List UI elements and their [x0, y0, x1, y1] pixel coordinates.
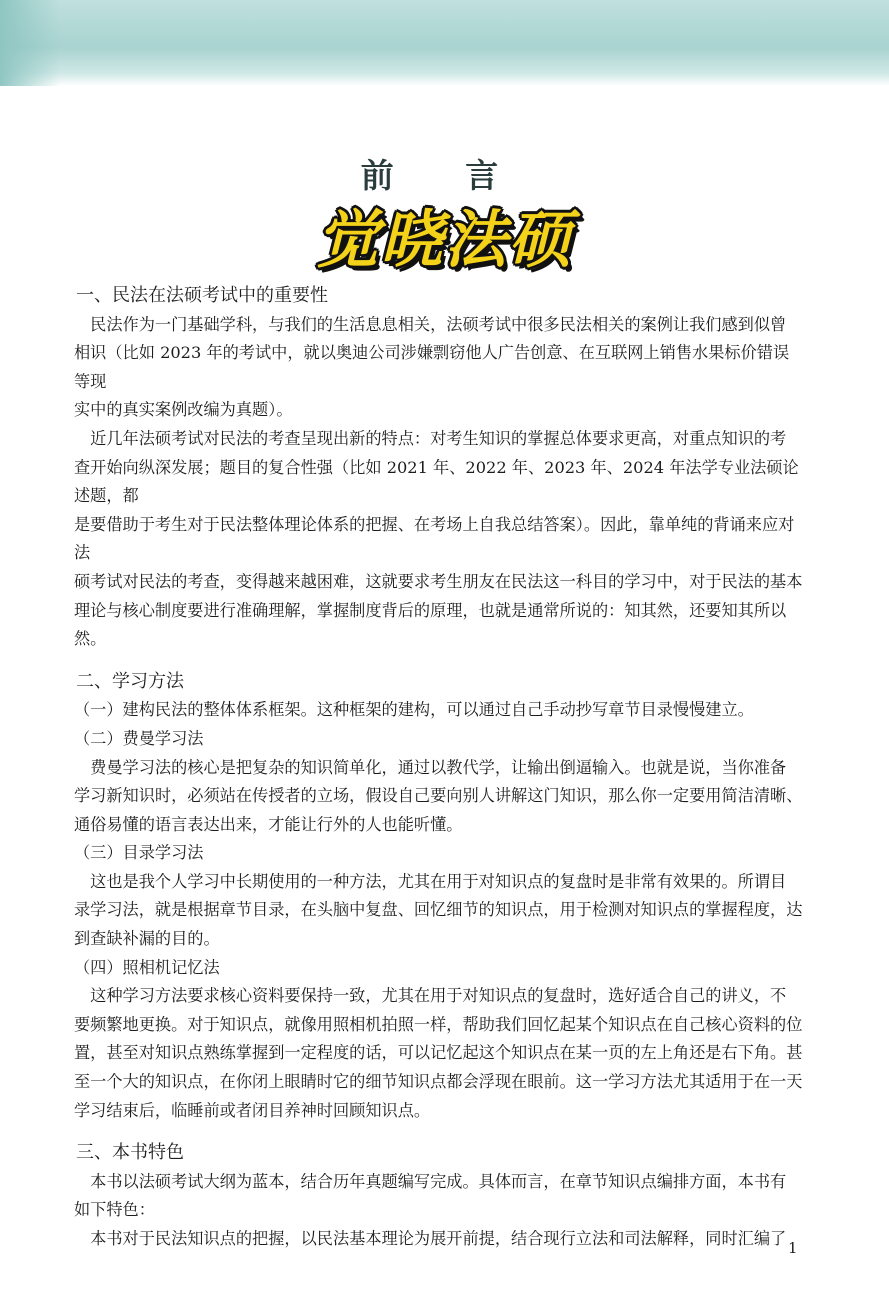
text-line: 到查缺补漏的目的。 [74, 929, 220, 949]
page-number: 1 [788, 1239, 798, 1257]
section-heading: 三、本书特色 [76, 1142, 184, 1164]
text-line: 实中的真实案例改编为真题）。 [74, 400, 293, 420]
text-line: 理论与核心制度要进行准确理解，掌握制度背后的原理，也就是通常所说的：知其然，还要知其所以然。 [74, 600, 787, 649]
text-line: 录学习法，就是根据章节目录，在头脑中复盘、回忆细节的知识点，用于检测对知识点的掌握程度，达 [74, 900, 803, 920]
subheading: （三）目录学习法 [74, 843, 204, 863]
section-2 [74, 668, 804, 1126]
text-line: 学习新知识时，必须站在传授者的立场，假设自己要向别人讲解这门知识，那么你一定要用简洁清晰、 [74, 786, 803, 806]
text-line: 这也是我个人学习中长期使用的一种方法，尤其在用于对知识点的复盘时是非常有效果的。所谓目 [74, 871, 787, 891]
text-line: 费曼学习法的核心是把复杂的知识简单化，通过以教代学，让输出倒逼输入。也就是说，当你准备 [74, 757, 787, 777]
text-line: 本书对于民法知识点的把握，以民法基本理论为展开前提，结合现行立法和司法解释，同时汇编了 [74, 1229, 787, 1248]
section-heading: 一、民法在法硕考试中的重要性 [76, 285, 328, 306]
subheading: （四）照相机记忆法 [74, 957, 220, 977]
text-line: （一）建构民法的整体体系框架。这种框架的建构，可以通过自己手动抄写章节目录慢慢建立。 [74, 700, 754, 720]
brand-logo-text: 觉晓法硕 [316, 203, 573, 276]
text-line: 通俗易懂的语言表达出来，才能让行外的人也能听懂。 [74, 814, 463, 834]
text-line: 近几年法硕考试对民法的考查呈现出新的特点：对考生知识的掌握总体要求更高，对重点知识的考 [74, 428, 787, 448]
text-line: 这种学习方法要求核心资料要保持一致，尤其在用于对知识点的复盘时，选好适合自己的讲义，不 [74, 986, 787, 1006]
text-line: 学习结束后，临睡前或者闭目养神时回顾知识点。 [74, 1100, 431, 1120]
document-body [74, 282, 804, 1254]
text-line: 是要借助于考生对于民法整体理论体系的把握、在考场上自我总结答案）。因此，靠单纯的背诵来应对法 [74, 514, 795, 563]
section-1 [74, 282, 804, 654]
text-line: 要频繁地更换。对于知识点，就像用照相机拍照一样，帮助我们回忆起某个知识点在自己核心资料的位 [74, 1014, 803, 1034]
text-line: 至一个大的知识点，在你闭上眼睛时它的细节知识点都会浮现在眼前。这一学习方法尤其适用于在一天 [74, 1072, 803, 1092]
subheading: （二）费曼学习法 [74, 728, 204, 748]
text-line: 置，甚至对知识点熟练掌握到一定程度的话，可以记忆起这个知识点在某一页的左上角还是右下角。甚 [74, 1043, 803, 1063]
page-title: 前 言 [360, 156, 529, 195]
section-3 [74, 1139, 804, 1253]
text-line: 相识（比如 2023 年的考试中，就以奥迪公司涉嫌剽窃他人广告创意、在互联网上销售水果标价错误等现 [74, 343, 790, 391]
text-line: 本书以法硕考试大纲为蓝本，结合历年真题编写完成。具体而言，在章节知识点编排方面，本书有 [74, 1171, 787, 1191]
text-line: 如下特色： [74, 1200, 155, 1220]
text-line: 民法作为一门基础学科，与我们的生活息息相关，法硕考试中很多民法相关的案例让我们感到似曾 [74, 314, 787, 334]
text-line: 查开始向纵深发展；题目的复合性强（比如 2021 年、2022 年、2023 年、2024 年法学专业法硕论述题，都 [74, 457, 799, 506]
text-line: 硕考试对民法的考查，变得越来越困难，这就要求考生朋友在民法这一科目的学习中，对于民法的基本 [74, 571, 803, 591]
section-heading: 二、学习方法 [76, 670, 184, 692]
top-scan-band [0, 0, 889, 86]
